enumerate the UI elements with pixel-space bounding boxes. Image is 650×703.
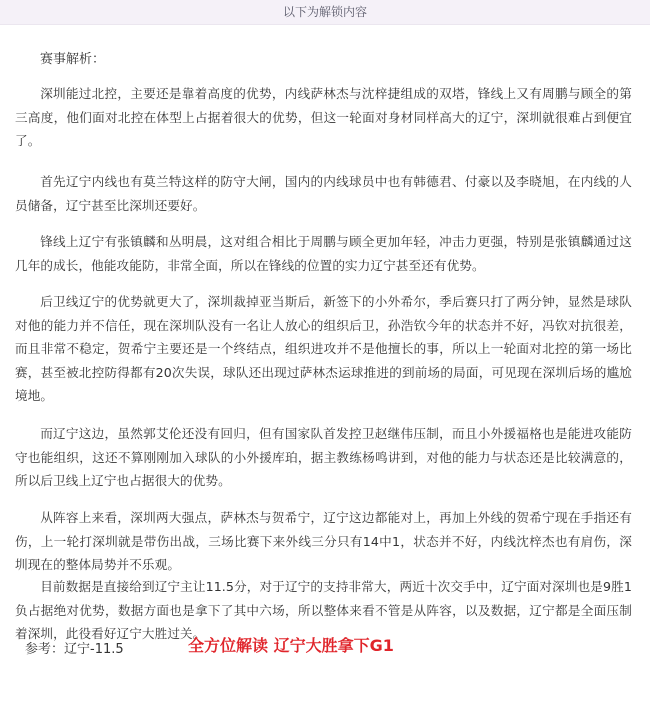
paragraph-4: 后卫线辽宁的优势就更大了，深圳裁掉亚当斯后，新签下的小外希尔，季后赛只打了两分钟，显然是球队对他的能力并不信任，现在深圳队没有一名让人放心的组织后卫，孙浩钦今年的状态并不好，冯钦对抗很差，而且非常不稳定，贺希宁主要还是一个终结点，组织进攻并不是他擅长的事，所以上一轮面对北控的第一场比赛，甚至被北控防得都有20次失误，球队还出现过萨林杰运球推进的到前场的局面，可见现在深圳后场的尴尬境地。 <box>15 294 632 403</box>
reference-label: 参考： <box>25 642 65 657</box>
paragraph-1: 深圳能过北控，主要还是靠着高度的优势，内线萨林杰与沈梓捷组成的双塔，锋线上又有周鹏与顾全的第三高度，他们面对北控在体型上占据着很大的优势，但这一轮面对身材同样高大的辽宁，深圳就很难占到便宜了。 <box>15 86 632 148</box>
promo-link[interactable]: 全方位解读 辽宁大胜拿下G1 <box>188 636 394 655</box>
paragraph-2: 首先辽宁内线也有莫兰特这样的防守大闸，国内的内线球员中也有韩德君、付豪以及李晓旭，在内线的人员储备，辽宁甚至比深圳还要好。 <box>15 174 632 213</box>
unlocked-content-banner <box>0 0 650 25</box>
paragraph-7: 目前数据是直接给到辽宁主让11.5分，对于辽宁的支持非常大，两近十次交手中，辽宁面对深圳也是9胜1负占据绝对优势，数据方面也是拿下了其中六场，所以整体来看不管是从阵容，以及数据，辽宁都是全面压制着深圳，此役看好辽宁大胜过关。 <box>15 579 632 641</box>
reference-value: 辽宁-11.5 <box>64 642 124 657</box>
reference-line <box>25 637 124 663</box>
paragraph-6: 从阵容上来看，深圳两大强点，萨林杰与贺希宁，辽宁这边都能对上，再加上外线的贺希宁现在手指还有伤，上一轮打深圳就是带伤出战，三场比赛下来外线三分只有14中1，状态并不好，内线沈梓杰也有肩伤，深圳现在的整体局势并不乐观。 <box>15 510 632 572</box>
paragraph-3: 锋线上辽宁有张镇麟和丛明晨，这对组合相比于周鹏与顾全更加年轻，冲击力更强，特别是张镇麟通过这几年的成长，他能攻能防，非常全面，所以在锋线的位置的实力辽宁甚至还有优势。 <box>15 234 632 273</box>
banner-title: 以下为解锁内容 <box>282 5 367 19</box>
section-title: 赛事解析： <box>40 52 106 67</box>
paragraph-5: 而辽宁这边，虽然郭艾伦还没有回归，但有国家队首发控卫赵继伟压制，而且小外援福格也是能进攻能防守也能组织，这还不算刚刚加入球队的小外援库珀，据主教练杨鸣讲到，对他的能力与状态还是比较满意的，所以后卫线上辽宁也占据很大的优势。 <box>15 426 632 488</box>
